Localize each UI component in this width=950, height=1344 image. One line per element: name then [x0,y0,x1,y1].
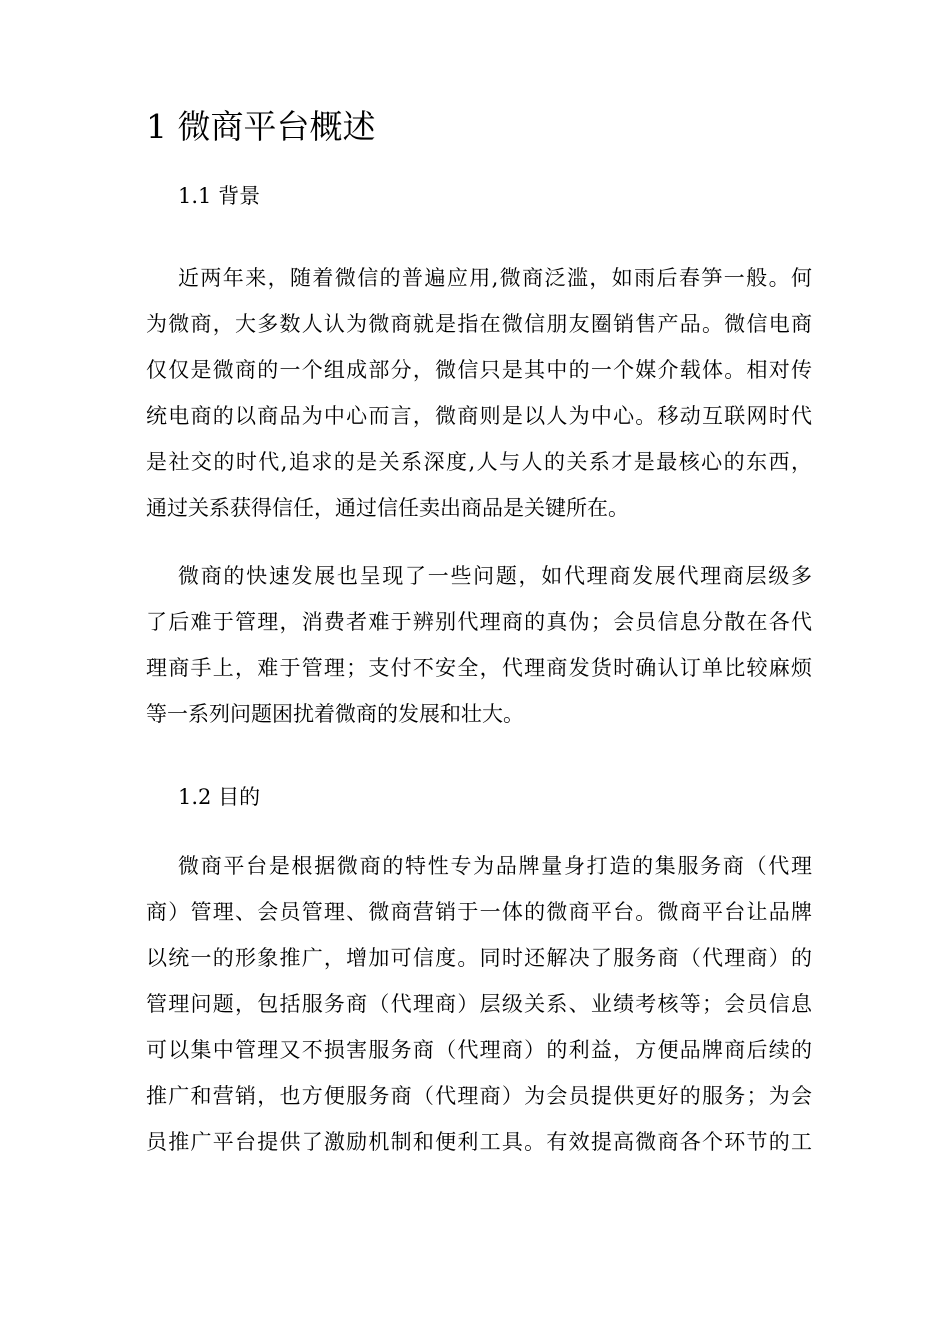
text-line: 微商的快速发展也呈现了一些问题，如代理商发展代理商层级多 [178,564,812,588]
paragraph-purpose-1 [146,843,812,1165]
text-line: 为微商，大多数人认为微商就是指在微信朋友圈销售产品。微信电商 [146,312,812,336]
text-line: 仅仅是微商的一个组成部分，微信只是其中的一个媒介载体。相对传 [146,358,812,382]
text-line: 商）管理、会员管理、微商营销于一体的微商平台。微商平台让品牌 [146,900,812,924]
text-line: 统电商的以商品为中心而言，微商则是以人为中心。移动互联网时代 [146,404,812,428]
text-line: 可以集中管理又不损害服务商（代理商）的利益，方便品牌商后续的 [146,1038,812,1062]
text-line: 通过关系获得信任，通过信任卖出商品是关键所在。 [146,496,629,520]
paragraph-background-2 [146,553,812,737]
text-line: 员推广平台提供了激励机制和便利工具。有效提高微商各个环节的工 [146,1130,812,1154]
chapter-heading: 1 微商平台概述 [146,107,376,146]
text-line: 理商手上，难于管理；支付不安全，代理商发货时确认订单比较麻烦 [146,656,812,680]
text-line: 推广和营销，也方便服务商（代理商）为会员提供更好的服务；为会 [146,1084,812,1108]
section-heading-purpose: 1.2 目的 [178,785,261,809]
text-line: 了后难于管理，消费者难于辨别代理商的真伪；会员信息分散在各代 [146,610,812,634]
text-line: 微商平台是根据微商的特性专为品牌量身打造的集服务商（代理 [178,854,812,878]
section-heading-background: 1.1 背景 [178,184,261,208]
text-line: 管理问题，包括服务商（代理商）层级关系、业绩考核等；会员信息 [146,992,812,1016]
text-line: 近两年来，随着微信的普遍应用,微商泛滥，如雨后春笋一般。何 [178,266,812,290]
text-line: 等一系列问题困扰着微商的发展和壮大。 [146,702,524,726]
text-line: 以统一的形象推广，增加可信度。同时还解决了服务商（代理商）的 [146,946,812,970]
text-line: 是社交的时代,追求的是关系深度,人与人的关系才是最核心的东西， [146,450,812,474]
paragraph-background-1 [146,255,812,531]
